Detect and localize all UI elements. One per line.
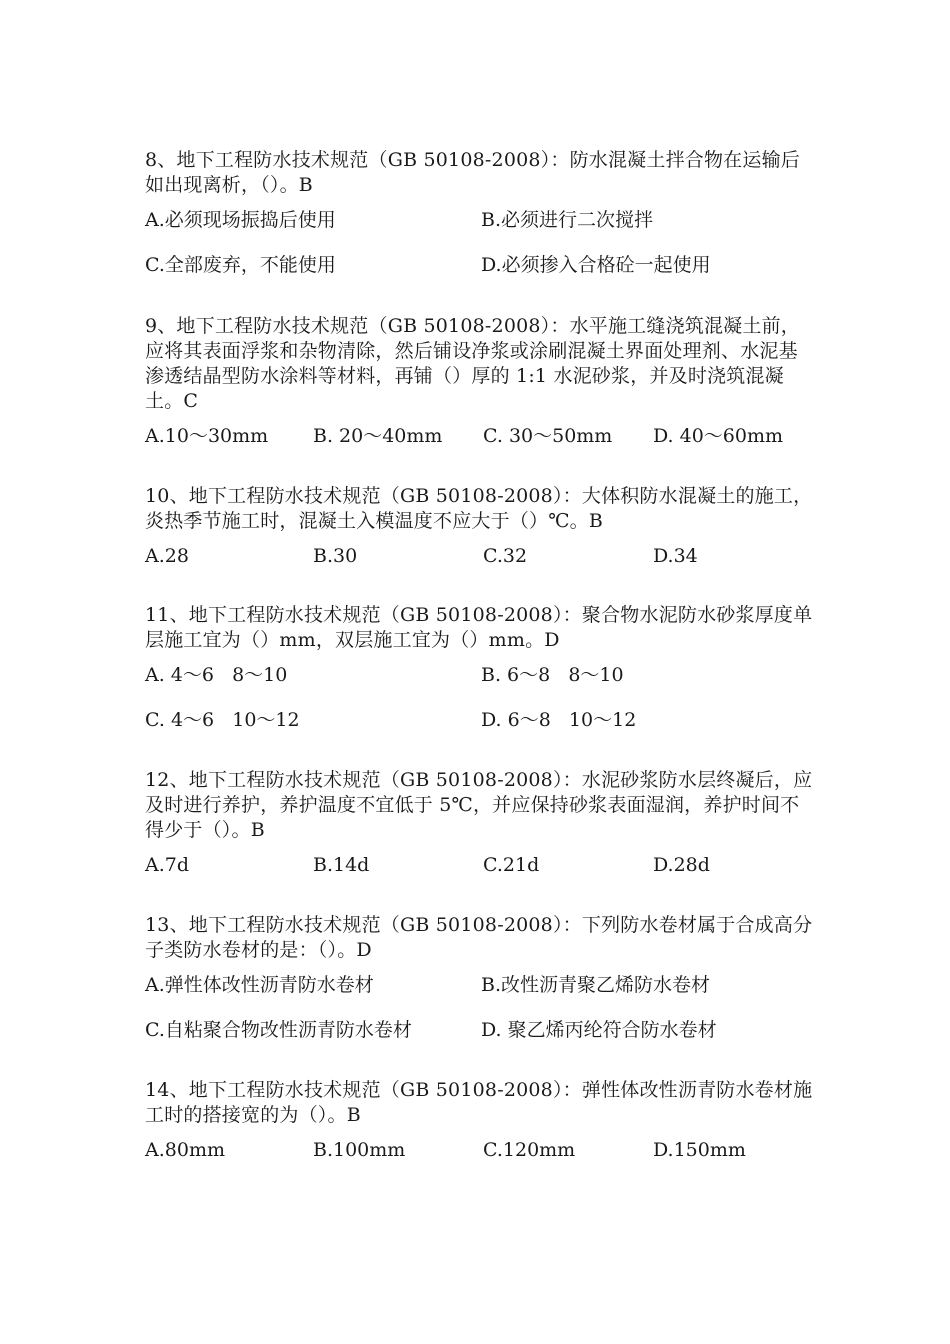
options <box>145 209 815 276</box>
options <box>145 545 815 567</box>
option-a: A.必须现场振捣后使用 <box>145 209 336 231</box>
option-a: A. 4～6 8～10 <box>145 664 288 686</box>
question-12 <box>145 768 815 876</box>
options <box>145 854 815 876</box>
question-9 <box>145 314 815 447</box>
question-14 <box>145 1078 815 1161</box>
option-c: C.21d <box>483 854 540 876</box>
option-d: D. 40～60mm <box>653 425 784 447</box>
options <box>145 974 815 1041</box>
options-row <box>145 209 815 231</box>
question-stem: 12、地下工程防水技术规范（GB 50108-2008）：水泥砂浆防水层终凝后，应及时进行养护，养护温度不宜低于 5℃，并应保持砂浆表面湿润，养护时间不得少于（）。B <box>145 769 813 841</box>
option-c: C.全部废弃，不能使用 <box>145 254 336 276</box>
question-stem: 14、地下工程防水技术规范（GB 50108-2008）：弹性体改性沥青防水卷材施工时的搭接宽的为（）。B <box>145 1079 813 1126</box>
option-b: B.必须进行二次搅拌 <box>481 209 654 231</box>
option-c: C.120mm <box>483 1139 576 1161</box>
option-c: C.自粘聚合物改性沥青防水卷材 <box>145 1019 412 1041</box>
option-b: B.30 <box>313 545 358 567</box>
option-d: D.必须掺入合格砼一起使用 <box>481 254 711 276</box>
options <box>145 664 815 731</box>
option-a: A.弹性体改性沥青防水卷材 <box>145 974 374 996</box>
question-stem: 9、地下工程防水技术规范（GB 50108-2008）：水平施工缝浇筑混凝土前，应将其表面浮浆和杂物清除，然后铺设净浆或涂刷混凝土界面处理剂、水泥基渗透结晶型防水涂料等材料，再铺（）厚的 1:1 水泥砂浆，并及时浇筑混凝土。C <box>145 315 800 412</box>
option-b: B. 6～8 8～10 <box>481 664 624 686</box>
option-b: B. 20～40mm <box>313 425 443 447</box>
options-row <box>145 854 815 876</box>
option-a: A.28 <box>145 545 189 567</box>
question-stem: 8、地下工程防水技术规范（GB 50108-2008）：防水混凝土拌合物在运输后如出现离析，（）。B <box>145 149 800 196</box>
options <box>145 1139 815 1161</box>
option-c: C. 4～6 10～12 <box>145 709 300 731</box>
option-d: D.150mm <box>653 1139 746 1161</box>
option-d: D. 6～8 10～12 <box>481 709 637 731</box>
option-b: B.改性沥青聚乙烯防水卷材 <box>481 974 711 996</box>
question-stem: 13、地下工程防水技术规范（GB 50108-2008）：下列防水卷材属于合成高分子类防水卷材的是：（）。D <box>145 914 813 961</box>
options-row <box>145 425 815 447</box>
options-row <box>145 254 815 276</box>
option-a: A.7d <box>145 854 190 876</box>
option-a: A.10～30mm <box>145 425 269 447</box>
option-c: C. 30～50mm <box>483 425 613 447</box>
option-d: D.34 <box>653 545 698 567</box>
option-c: C.32 <box>483 545 528 567</box>
option-a: A.80mm <box>145 1139 225 1161</box>
option-d: D. 聚乙烯丙纶符合防水卷材 <box>481 1019 717 1041</box>
options-row <box>145 974 815 996</box>
option-b: B.100mm <box>313 1139 406 1161</box>
option-b: B.14d <box>313 854 370 876</box>
options-row <box>145 709 815 731</box>
options <box>145 425 815 447</box>
options-row <box>145 1019 815 1041</box>
question-stem: 10、地下工程防水技术规范（GB 50108-2008）：大体积防水混凝土的施工，炎热季节施工时，混凝土入模温度不应大于（）℃。B <box>145 485 813 532</box>
options-row <box>145 1139 815 1161</box>
question-10 <box>145 484 815 567</box>
options-row <box>145 545 815 567</box>
option-d: D.28d <box>653 854 710 876</box>
question-13 <box>145 913 815 1041</box>
options-row <box>145 664 815 686</box>
question-8 <box>145 148 815 276</box>
question-stem: 11、地下工程防水技术规范（GB 50108-2008）：聚合物水泥防水砂浆厚度单层施工宜为（）mm，双层施工宜为（）mm。D <box>145 604 813 651</box>
question-11 <box>145 603 815 731</box>
